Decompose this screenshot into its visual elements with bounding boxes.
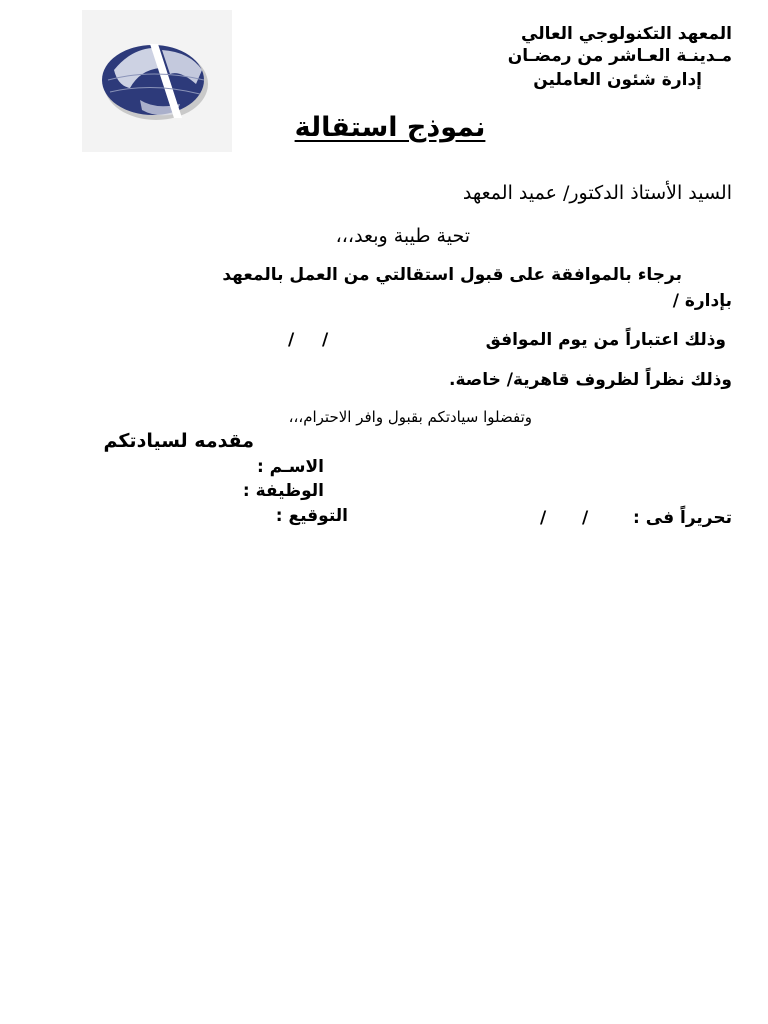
request-line-1: برجاء بالموافقة على قبول استقالتي من العمل بالمعهد [222,265,682,285]
institute-name: المعهد التكنولوجي العالي [521,24,732,44]
greeting-line: تحية طيبة وبعد،،، [335,225,470,247]
salutation-line: السيد الأستاذ الدكتور/ عميد المعهد [462,182,732,204]
date-slash-2: / [540,508,547,528]
submitted-to-label: مقدمه لسيادتكم [103,430,254,452]
institute-city: مـدينـة العـاشر من رمضـان [507,46,732,66]
request-line-2: بإدارة / [672,291,732,311]
closing-line: وتفضلوا سيادتكم بقبول وافر الاحترام،،، [288,408,532,426]
name-label: الاسـم : [256,457,324,477]
globe-logo-icon [100,40,210,124]
form-title: نموذج استقالة [294,112,486,143]
date-slash-1: / [582,508,589,528]
effective-date-slash-1: / [322,330,329,350]
job-label: الوظيفة : [242,481,324,501]
institute-logo [82,10,232,152]
effective-date-slash-2: / [288,330,295,350]
reason-line: وذلك نظراً لظروف قاهرية/ خاصة. [449,370,732,390]
date-label: تحريراً فى : [633,508,732,528]
department-name: إدارة شئون العاملين [533,70,702,90]
signature-label: التوقيع : [275,506,348,526]
effective-date-line: وذلك اعتباراً من يوم الموافق [485,330,726,350]
